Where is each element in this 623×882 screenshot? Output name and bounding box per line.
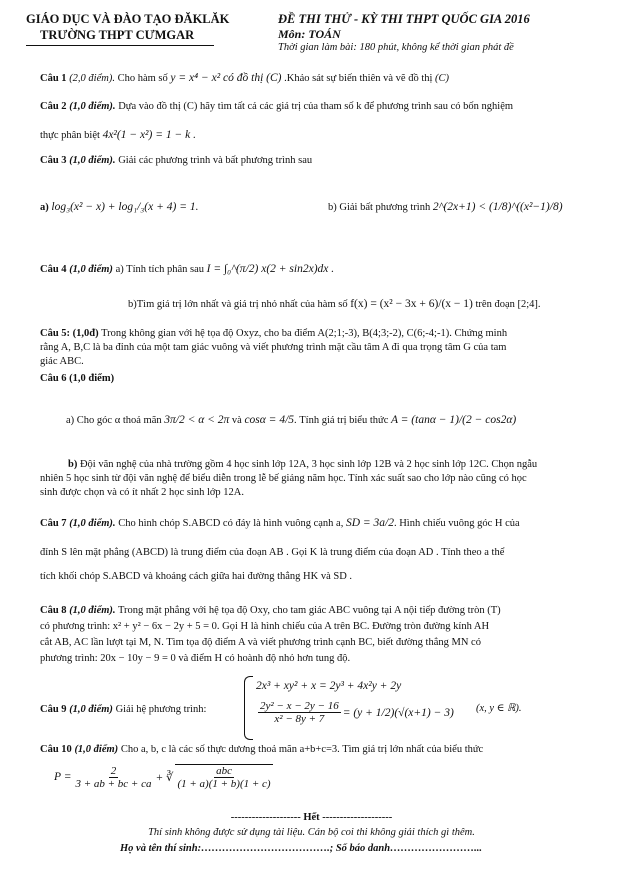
- q9-eq2-rhs: = (y + 1/2)(√(x+1) − 3): [342, 706, 454, 719]
- header-underline: [26, 45, 214, 46]
- q3a-label: a): [40, 202, 49, 213]
- q4b-text: b)Tìm giá trị lớn nhất và giá trị nhỏ nhất của hàm số: [128, 299, 351, 310]
- question-6b: [40, 458, 600, 500]
- question-8: [40, 604, 600, 666]
- q8-line1: Trong mặt phẳng với hệ tọa độ Oxy, cho tam giác ABC vuông tại A nội tiếp đường tròn (T): [115, 605, 501, 616]
- q7-sd: SD = 3a/2: [345, 517, 394, 529]
- q5-line1: Trong không gian với hệ tọa độ Oxyz, cho ba điểm A(2;1;-3), B(4;3;-2), C(6;-4;-1). Chứng minh: [98, 328, 508, 339]
- q10-frac2: [175, 764, 272, 790]
- q7-label: Câu 7: [40, 518, 67, 529]
- question-3b: [328, 200, 563, 215]
- q5-line2: rằng A, B,C là ba đỉnh của một tam giác vuông và viết phương trình mặt cầu tâm A đi qua trọng tâm G của tam: [40, 342, 507, 353]
- q10-frac1: [73, 765, 153, 790]
- q10-points: (1,0 điểm): [74, 744, 119, 755]
- q4-points: (1,0 điểm): [69, 264, 113, 275]
- q4b-tail: trên đoạn [2;4].: [472, 299, 541, 310]
- exam-note: Thí sinh không được sử dụng tài liệu. Cán bộ coi thi không giải thích gì thêm.: [148, 827, 475, 838]
- question-5: [40, 327, 600, 369]
- q3-text: Giải các phương trình và bất phương trình sau: [115, 155, 313, 166]
- q6b-line1: Đội văn nghệ của nhà trường gồm 4 học sinh lớp 12A, 3 học sinh lớp 12B và 2 học sinh lớp 12C. Chọn ngẫu: [77, 459, 538, 470]
- q6a-cos: cosα = 4/5: [244, 414, 295, 426]
- q6-label: Câu 6 (1,0 điểm): [40, 373, 115, 384]
- q8-line4: phương trình: 20x − 10y − 9 = 0 và điểm H có hoành độ nhỏ hơn tung độ.: [40, 653, 351, 664]
- exam-subject: Môn: TOÁN: [278, 27, 341, 41]
- q8-line3: cắt AB, AC lần lượt tại M, N. Tìm tọa độ điểm A và viết phương trình cạnh BC, biết đường thẳng MN có: [40, 637, 481, 648]
- question-9: [40, 703, 206, 717]
- question-1: [40, 71, 600, 86]
- q8-points: (1,0 điểm).: [69, 605, 116, 616]
- q3-label: Câu 3: [40, 155, 67, 166]
- school-name: TRƯỜNG THPT CƯMGAR: [40, 28, 195, 42]
- q9-eq2-num: 2y² − x − 2y − 16: [260, 700, 339, 712]
- q1-formula: y = x⁴ − x² có đồ thị (C): [170, 72, 282, 84]
- question-2: [40, 100, 600, 114]
- q9-eq2-den: x² − 8y + 7: [274, 713, 325, 725]
- q3a-formula: log₃(x² − x) + log₁/₃(x + 4) = 1.: [51, 201, 199, 213]
- question-10: [40, 743, 600, 757]
- q9-text: Giải hệ phương trình:: [112, 704, 207, 715]
- q2-formula: 4x²(1 − x²) = 1 − k .: [102, 129, 196, 141]
- q3b-formula: 2^(2x+1) < (1/8)^((x²−1)/8): [432, 201, 563, 213]
- q2-text2: thực phân biệt: [40, 130, 103, 141]
- q4-label: Câu 4: [40, 264, 67, 275]
- q10-den2: (1 + a)(1 + b)(1 + c): [177, 778, 271, 790]
- q9-points: (1,0 điểm): [69, 704, 113, 715]
- q2-text1: Dựa vào đồ thị (C) hãy tìm tất cả các giá trị của tham số k để phương trình sau có bốn nghiệm: [115, 101, 514, 112]
- q5-label: Câu 5: (1,0đ): [40, 328, 99, 339]
- q10-plus-cuberoot: + ∛: [155, 772, 174, 784]
- q9-label: Câu 9: [40, 704, 67, 715]
- q9-domain: (x, y ∈ ℝ).: [476, 703, 522, 714]
- q10-text: Cho a, b, c là các số thực dương thoả mãn a+b+c=3. Tìm giá trị lớn nhất của biểu thức: [118, 744, 484, 755]
- q8-label: Câu 8: [40, 605, 67, 616]
- q1-tail: (C): [435, 73, 450, 84]
- q7-points: (1,0 điểm).: [69, 518, 116, 529]
- q2-points: (1,0 điểm).: [69, 101, 116, 112]
- q9-eq2: [256, 700, 454, 725]
- question-4b: [128, 297, 541, 312]
- q3-points: (1,0 điểm).: [69, 155, 116, 166]
- q7-line1b: . Hình chiếu vuông góc H của: [393, 518, 520, 529]
- q10-p-lhs: P =: [54, 771, 72, 783]
- q7-line3: tích khối chóp S.ABCD và khoảng cách giữa hai đường thẳng HK và SD .: [40, 571, 353, 582]
- q4b-formula: f(x) = (x² − 3x + 6)/(x − 1): [350, 298, 473, 310]
- q6b-line3: sinh được chọn và có ít nhất 2 học sinh lớp 12A.: [40, 487, 245, 498]
- q4a-formula: I = ∫₀^(π/2) x(2 + sin2x)dx .: [206, 263, 335, 275]
- q10-expression: [54, 764, 275, 790]
- q6a-text2: và: [229, 415, 245, 426]
- q3b-text: b) Giải bất phương trình: [328, 202, 433, 213]
- q5-line3: giác ABC.: [40, 356, 84, 367]
- q9-eq1: 2x³ + xy² + x = 2y³ + 4x²y + 2y: [256, 680, 402, 692]
- q7-line2: đỉnh S lên mặt phẳng (ABCD) là trung điểm của đoạn AB . Gọi K là trung điểm của đoạn AD . Tính theo a thể: [40, 547, 505, 558]
- q1-points: (2,0 điểm).: [69, 73, 115, 84]
- q10-num2: abc: [216, 765, 232, 777]
- q6b-line2: nhiên 5 học sinh từ đội văn nghệ để biểu diễn trong lễ bế giảng năm học. Tính xác suất sao cho lớp nào cũng có học: [40, 473, 527, 484]
- q1-text2: .Khảo sát sự biến thiên và vẽ đồ thị: [281, 73, 436, 84]
- question-4a: [40, 262, 334, 277]
- question-7: [40, 516, 600, 531]
- q6a-text3: . Tính giá trị biểu thức: [294, 415, 391, 426]
- department-name: GIÁO DỤC VÀ ĐÀO TẠO ĐĂKLĂK: [26, 12, 230, 26]
- exam-time: Thời gian làm bài: 180 phút, không kể thời gian phát đề: [278, 42, 514, 53]
- q6a-text1: a) Cho góc α thoả mãn: [66, 415, 165, 426]
- exam-title: ĐỀ THI THỬ - KỲ THI THPT QUỐC GIA 2016: [278, 12, 530, 26]
- q6a-cond: 3π/2 < α < 2π: [164, 414, 230, 426]
- q6a-expr: A = (tanα − 1)/(2 − cos2α): [390, 414, 517, 426]
- end-marker: -------------------- Hết --------------------: [230, 812, 393, 823]
- q1-text: Cho hàm số: [114, 73, 171, 84]
- question-3: [40, 154, 600, 168]
- q10-label: Câu 10: [40, 744, 72, 755]
- q9-system-brace: [244, 676, 253, 740]
- question-2-line2: [40, 128, 600, 143]
- question-6a: [66, 413, 606, 428]
- q10-num1: 2: [110, 764, 117, 777]
- candidate-info: Họ và tên thí sinh:……………………………….; Số báo danh……………………...: [120, 843, 482, 854]
- q9-eq2-fraction: [258, 700, 341, 725]
- q2-label: Câu 2: [40, 101, 67, 112]
- q8-line2: có phương trình: x² + y² − 6x − 2y + 5 = 0. Gọi H là hình chiếu của A trên BC. Đường tròn đường kính AH: [40, 621, 490, 632]
- q4a-text: a) Tính tích phân sau: [115, 264, 207, 275]
- q1-label: Câu 1: [40, 73, 67, 84]
- question-3a: [40, 200, 198, 215]
- q7-line1a: Cho hình chóp S.ABCD có đáy là hình vuông cạnh a,: [115, 518, 346, 529]
- q6b-label: b): [68, 459, 78, 470]
- q10-den1: 3 + ab + bc + ca: [75, 777, 152, 790]
